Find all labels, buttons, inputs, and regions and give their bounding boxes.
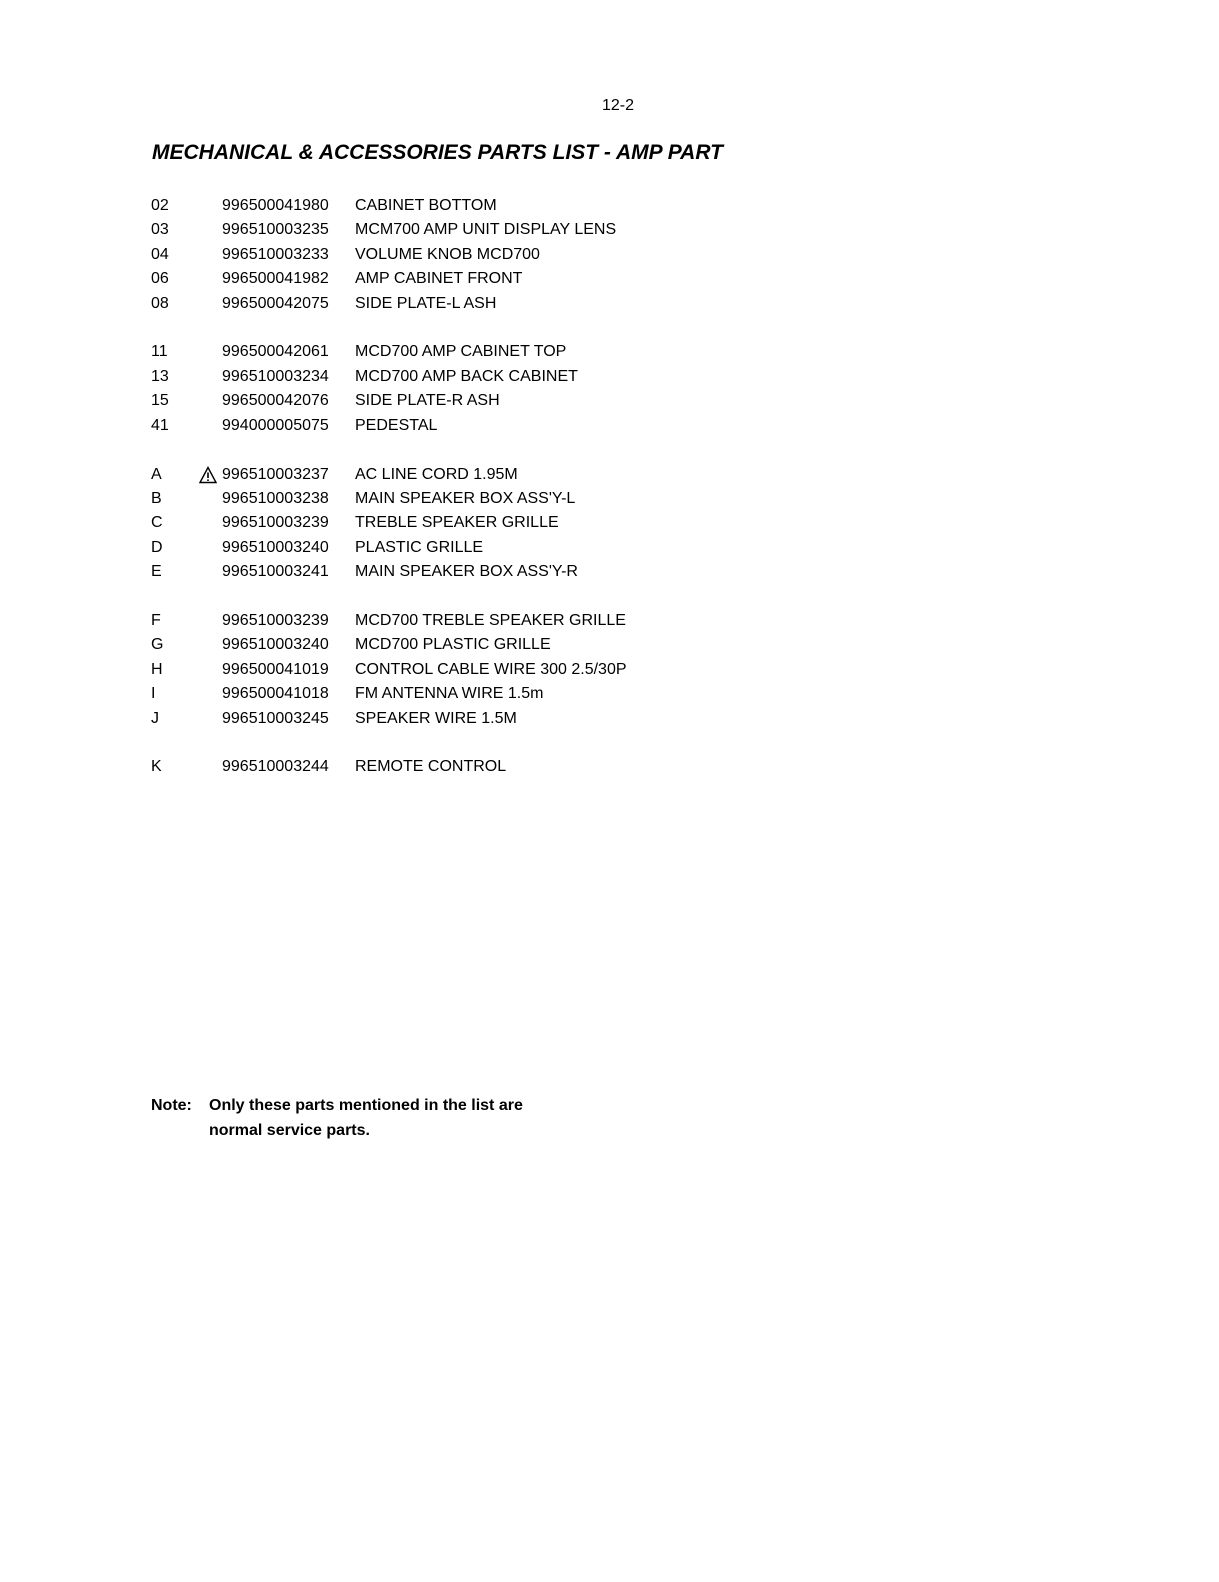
part-description: VOLUME KNOB MCD700 — [355, 245, 540, 263]
note-line: normal service parts. — [209, 1121, 370, 1139]
part-number: 996500042075 — [222, 294, 329, 312]
part-number: 996500042061 — [222, 343, 329, 361]
part-description: SIDE PLATE-R ASH — [355, 392, 500, 410]
part-ref: 02 — [151, 197, 169, 214]
part-number: 996510003239 — [222, 514, 329, 532]
part-description: REMOTE CONTROL — [355, 758, 507, 776]
note-text — [209, 1094, 629, 1143]
part-row — [151, 707, 851, 731]
part-ref: 04 — [151, 245, 169, 263]
part-ref: I — [151, 685, 156, 703]
part-row — [151, 560, 851, 584]
part-number: 996510003239 — [222, 611, 329, 629]
part-row — [151, 365, 851, 389]
part-description: MCM700 AMP UNIT DISPLAY LENS — [355, 221, 617, 239]
page-title: MECHANICAL & ACCESSORIES PARTS LIST - AMP PART — [152, 141, 723, 164]
part-description: MAIN SPEAKER BOX ASS'Y-L — [355, 489, 576, 507]
part-number: 996510003245 — [222, 709, 329, 727]
part-description: MCD700 AMP CABINET TOP — [355, 343, 567, 361]
part-row — [151, 682, 851, 706]
part-number: 996500041982 — [222, 270, 329, 288]
part-ref: 11 — [151, 343, 168, 361]
part-description: AC LINE CORD 1.95M — [355, 465, 518, 483]
part-row — [151, 487, 851, 511]
part-ref: 03 — [151, 221, 169, 239]
part-description: MCD700 AMP BACK CABINET — [355, 367, 578, 385]
part-row — [151, 755, 851, 779]
part-number: 996510003241 — [222, 563, 329, 581]
part-number: 996500041018 — [222, 685, 329, 703]
page-number: 12-2 — [601, 97, 635, 114]
part-description: PEDESTAL — [355, 416, 438, 434]
part-ref: D — [151, 538, 163, 556]
part-ref: 13 — [151, 367, 169, 385]
part-description: MCD700 PLASTIC GRILLE — [355, 636, 551, 654]
part-number: 996510003244 — [222, 758, 329, 776]
part-description: MCD700 TREBLE SPEAKER GRILLE — [355, 611, 626, 629]
part-description: TREBLE SPEAKER GRILLE — [355, 514, 559, 532]
part-ref: A — [151, 465, 162, 483]
part-row — [151, 389, 851, 413]
part-ref: G — [151, 636, 164, 654]
part-row — [151, 463, 851, 487]
part-ref: H — [151, 660, 163, 678]
part-number: 996510003240 — [222, 636, 329, 654]
part-row — [151, 658, 851, 682]
part-ref: 06 — [151, 270, 169, 288]
safety-warning-triangle-icon — [199, 466, 217, 484]
part-ref: C — [151, 514, 163, 532]
part-description: AMP CABINET FRONT — [355, 270, 523, 288]
part-group — [151, 463, 851, 585]
part-description: PLASTIC GRILLE — [355, 538, 484, 556]
part-description: FM ANTENNA WIRE 1.5m — [355, 685, 544, 703]
part-ref: K — [151, 758, 162, 776]
part-description: CONTROL CABLE WIRE 300 2.5/30P — [355, 660, 627, 678]
part-description: SPEAKER WIRE 1.5M — [355, 709, 517, 727]
part-ref: J — [151, 709, 159, 727]
part-number: 996500042076 — [222, 392, 329, 410]
note-line: Only these parts mentioned in the list are — [209, 1097, 523, 1114]
part-ref: 15 — [151, 392, 169, 410]
part-row — [151, 414, 851, 438]
part-number: 996510003240 — [222, 538, 329, 556]
note-label: Note: — [151, 1097, 192, 1114]
part-ref: F — [151, 611, 161, 629]
part-row — [151, 340, 851, 364]
part-number: 994000005075 — [222, 416, 329, 434]
part-number: 996510003235 — [222, 221, 329, 239]
part-row — [151, 292, 851, 316]
part-row — [151, 511, 851, 535]
part-row — [151, 194, 851, 218]
part-ref: E — [151, 563, 162, 581]
part-ref: 08 — [151, 294, 169, 312]
part-group — [151, 609, 851, 731]
part-row — [151, 218, 851, 242]
part-row — [151, 633, 851, 657]
parts-list — [151, 194, 851, 804]
part-number: 996510003233 — [222, 245, 329, 263]
part-number: 996500041980 — [222, 197, 329, 214]
part-row — [151, 267, 851, 291]
part-row — [151, 536, 851, 560]
part-number: 996510003237 — [222, 465, 329, 483]
part-description: MAIN SPEAKER BOX ASS'Y-R — [355, 563, 578, 581]
part-description: CABINET BOTTOM — [355, 197, 497, 214]
part-row — [151, 609, 851, 633]
part-number: 996510003238 — [222, 489, 329, 507]
part-ref: B — [151, 489, 162, 507]
part-group — [151, 194, 851, 316]
part-ref: 41 — [151, 416, 169, 434]
part-number: 996510003234 — [222, 367, 329, 385]
part-group — [151, 340, 851, 438]
part-number: 996500041019 — [222, 660, 329, 678]
part-description: SIDE PLATE-L ASH — [355, 294, 497, 312]
part-row — [151, 243, 851, 267]
part-group — [151, 755, 851, 779]
